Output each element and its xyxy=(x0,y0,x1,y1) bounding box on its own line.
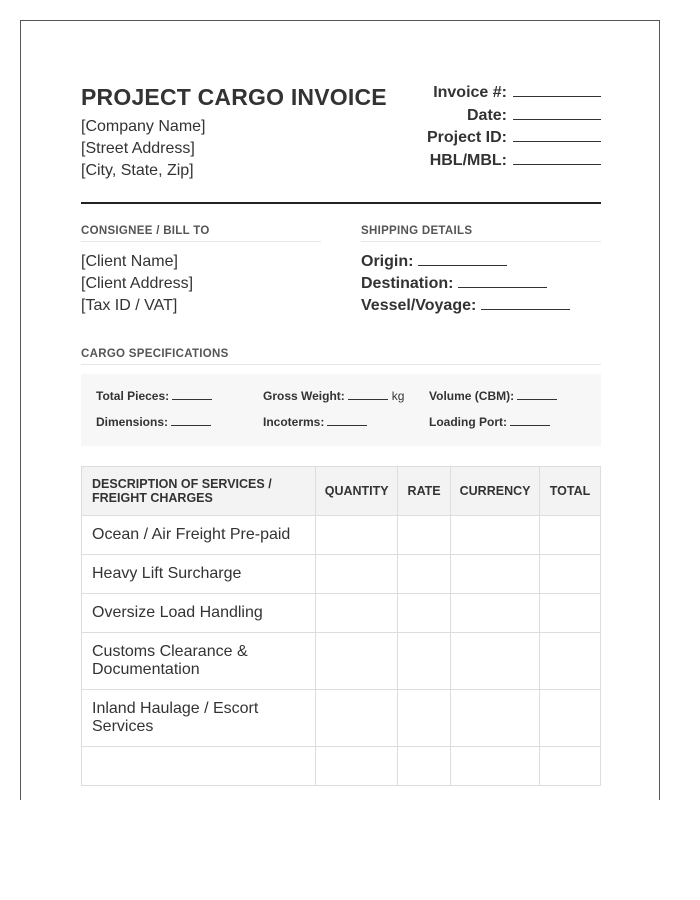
quantity-cell[interactable] xyxy=(316,633,398,690)
row-description: Customs Clearance & Documentation xyxy=(82,633,316,690)
client-name: [Client Name] xyxy=(81,253,178,270)
rate-cell[interactable] xyxy=(398,690,451,747)
table-row xyxy=(82,555,601,594)
destination-field[interactable] xyxy=(361,273,570,295)
invoice-number-field[interactable] xyxy=(341,82,601,105)
header-total: TOTAL xyxy=(540,467,601,516)
cargo-specs-panel xyxy=(81,374,601,446)
project-id-label: Project ID: xyxy=(426,129,507,146)
total-cell[interactable] xyxy=(540,594,601,633)
header-rate: RATE xyxy=(398,467,451,516)
currency-cell[interactable] xyxy=(451,594,540,633)
table-row xyxy=(82,594,601,633)
row-description: Ocean / Air Freight Pre-paid xyxy=(82,516,316,555)
table-header-row xyxy=(82,467,601,516)
dimensions-blank[interactable] xyxy=(171,415,211,426)
client-info xyxy=(81,251,193,317)
table-row xyxy=(82,747,601,786)
quantity-cell[interactable] xyxy=(316,594,398,633)
total-cell[interactable] xyxy=(540,633,601,690)
volume-field[interactable] xyxy=(429,389,557,403)
date-field[interactable] xyxy=(341,105,601,128)
shipping-info xyxy=(361,251,570,317)
incoterms-field[interactable] xyxy=(263,415,367,429)
volume-blank[interactable] xyxy=(517,389,557,400)
origin-label: Origin: xyxy=(361,253,414,270)
vessel-voyage-blank[interactable] xyxy=(481,296,570,310)
company-street: [Street Address] xyxy=(81,140,195,157)
hbl-mbl-field[interactable] xyxy=(341,150,601,173)
currency-cell[interactable] xyxy=(451,516,540,555)
table-row xyxy=(82,633,601,690)
destination-label: Destination: xyxy=(361,275,454,292)
quantity-cell[interactable] xyxy=(316,690,398,747)
vessel-voyage-field[interactable] xyxy=(361,295,570,317)
origin-blank[interactable] xyxy=(418,252,507,266)
rate-cell[interactable] xyxy=(398,555,451,594)
currency-cell[interactable] xyxy=(451,633,540,690)
origin-field[interactable] xyxy=(361,251,570,273)
hbl-mbl-blank[interactable] xyxy=(513,150,601,165)
rate-cell[interactable] xyxy=(398,594,451,633)
cargo-heading: CARGO SPECIFICATIONS xyxy=(81,348,601,365)
invoice-meta xyxy=(341,82,601,172)
currency-cell[interactable] xyxy=(451,555,540,594)
incoterms-label: Incoterms: xyxy=(263,415,325,429)
currency-cell[interactable] xyxy=(451,690,540,747)
company-name: [Company Name] xyxy=(81,118,206,135)
invoice-title: PROJECT CARGO INVOICE xyxy=(81,84,387,110)
loading-port-field[interactable] xyxy=(429,415,550,429)
date-label: Date: xyxy=(466,106,507,124)
gross-weight-blank[interactable] xyxy=(348,389,388,400)
invoice-number-label: Invoice #: xyxy=(433,84,507,101)
vessel-voyage-label: Vessel/Voyage: xyxy=(361,297,477,314)
total-cell[interactable] xyxy=(540,555,601,594)
project-id-blank[interactable] xyxy=(513,127,601,142)
loading-port-label: Loading Port: xyxy=(429,415,507,429)
quantity-cell[interactable] xyxy=(316,747,398,786)
incoterms-blank[interactable] xyxy=(327,415,367,426)
row-description[interactable] xyxy=(82,747,316,786)
quantity-cell[interactable] xyxy=(316,516,398,555)
invoice-number-blank[interactable] xyxy=(513,82,601,97)
client-address: [Client Address] xyxy=(81,275,194,292)
row-description: Heavy Lift Surcharge xyxy=(82,555,316,594)
rate-cell[interactable] xyxy=(398,633,451,690)
gross-weight-label: Gross Weight: xyxy=(263,389,345,403)
company-info xyxy=(81,116,206,182)
volume-label: Volume (CBM): xyxy=(429,389,515,403)
project-id-field[interactable] xyxy=(341,127,601,150)
total-pieces-blank[interactable] xyxy=(172,389,212,400)
weight-unit: kg xyxy=(391,389,405,403)
dimensions-label: Dimensions: xyxy=(96,415,169,429)
row-description: Inland Haulage / Escort Services xyxy=(82,690,316,747)
shipping-heading: SHIPPING DETAILS xyxy=(361,225,601,242)
client-tax-id: [Tax ID / VAT] xyxy=(81,297,178,314)
currency-cell[interactable] xyxy=(451,747,540,786)
total-cell[interactable] xyxy=(540,516,601,555)
total-cell[interactable] xyxy=(540,747,601,786)
consignee-heading: CONSIGNEE / BILL TO xyxy=(81,225,321,242)
date-blank[interactable] xyxy=(513,105,601,120)
total-pieces-field[interactable] xyxy=(96,389,212,403)
rate-cell[interactable] xyxy=(398,747,451,786)
destination-blank[interactable] xyxy=(458,274,547,288)
gross-weight-field[interactable] xyxy=(263,389,404,403)
rate-cell[interactable] xyxy=(398,516,451,555)
total-pieces-label: Total Pieces: xyxy=(96,389,170,403)
quantity-cell[interactable] xyxy=(316,555,398,594)
table-row xyxy=(82,690,601,747)
header-divider xyxy=(81,202,601,204)
row-description: Oversize Load Handling xyxy=(82,594,316,633)
header-description: DESCRIPTION OF SERVICES / FREIGHT CHARGES xyxy=(82,467,316,516)
charges-table xyxy=(81,466,601,786)
header-quantity: QUANTITY xyxy=(316,467,398,516)
loading-port-blank[interactable] xyxy=(510,415,550,426)
dimensions-field[interactable] xyxy=(96,415,211,429)
hbl-mbl-label: HBL/MBL: xyxy=(429,151,507,169)
header-currency: CURRENCY xyxy=(451,467,540,516)
total-cell[interactable] xyxy=(540,690,601,747)
table-row xyxy=(82,516,601,555)
company-city: [City, State, Zip] xyxy=(81,162,194,179)
